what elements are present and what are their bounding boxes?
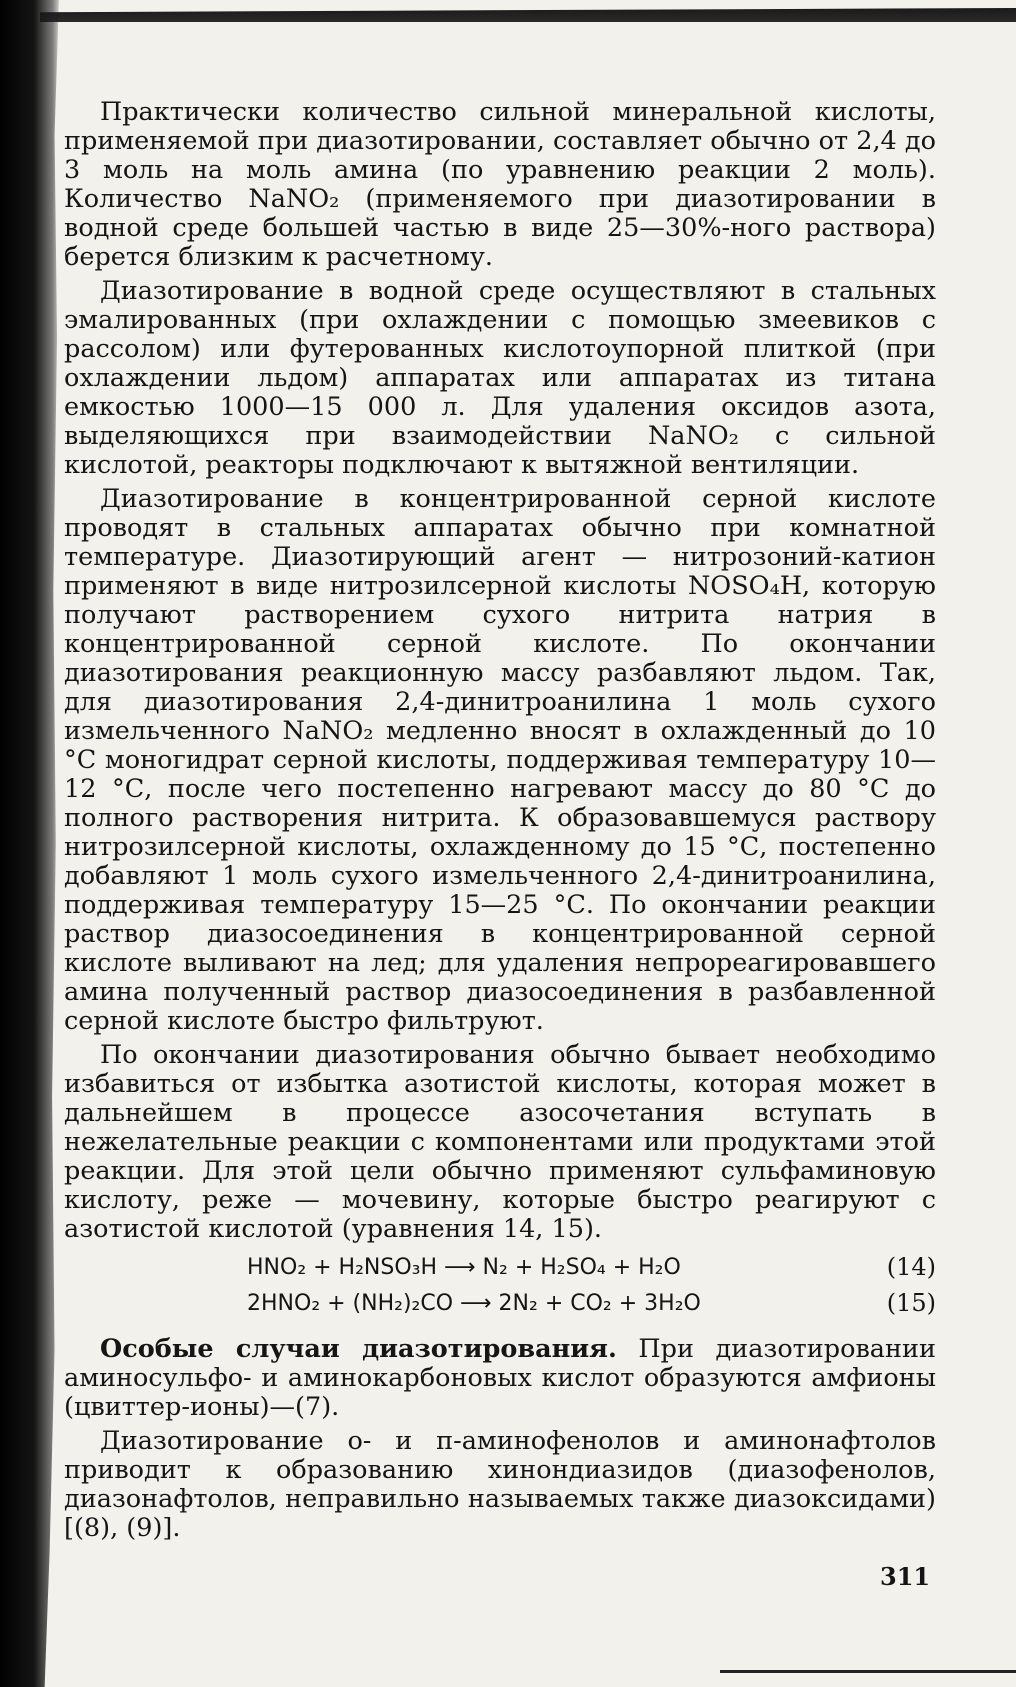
section-heading: Особые случаи диазотирования. [100, 1334, 617, 1364]
equation-number: (15) [886, 1288, 936, 1317]
paragraph: Практически количество сильной минеральной кислоты, применяемой при диазотировании, составляет обычно от 2,4 до 3 моль на моль амина (по уравнению реакции 2 моль). Количество NaNO₂ (применяемого при диазотировании в водной среде большей частью в виде 25—30%-ного раствора) берется близким к расчетному. [64, 97, 936, 272]
equation-formula: HNO₂ + H₂NSO₃H ⟶ N₂ + H₂SO₄ + H₂O [247, 1254, 681, 1280]
page-number: 311 [880, 1562, 931, 1591]
special-cases-paragraph [64, 1335, 936, 1422]
scan-edge-bottom [720, 1670, 1016, 1673]
paragraph: По окончании диазотирования обычно бывает необходимо избавиться от избытка азотистой кислоты, которая может в дальнейшем в процессе азосочетания вступать в нежелательные реакции с компонентами или продуктами этой реакции. Для этой цели обычно применяют сульфаминовую кислоту, реже — мочевину, которые быстро реагируют с азотистой кислотой (уравнения 14, 15). [64, 1040, 936, 1244]
paragraph: Диазотирование о- и п-аминофенолов и аминонафтолов приводит к образованию хинондиазидов (диазофенолов, диазонафтолов, неправильно называемых также диазоксидами) [(8), (9)]. [64, 1426, 936, 1543]
equation-14 [64, 1249, 936, 1285]
equation-number: (14) [886, 1252, 936, 1281]
scan-edge-left [0, 0, 62, 1687]
paragraph: Диазотирование в водной среде осуществляют в стальных эмалированных (при охлаждении с помощью змеевиков с рассолом) или футерованных кислотоупорной плиткой (при охлаждении льдом) аппаратах или аппаратах из титана емкостью 1000—15 000 л. Для удаления оксидов азота, выделяющихся при взаимодействии NaNO₂ с сильной кислотой, реакторы подключают к вытяжной вентиляции. [64, 276, 936, 480]
paragraph: Диазотирование в концентрированной серной кислоте проводят в стальных аппаратах обычно при комнатной температуре. Диазотирующий агент — нитрозоний-катион применяют в виде нитрозилсерной кислоты NOSO₄H, которую получают растворением сухого нитрита натрия в концентрированной серной кислоте. По окончании диазотирования реакционную массу разбавляют льдом. Так, для диазотирования 2,4-динитроанилина 1 моль сухого измельченного NaNO₂ медленно вносят в охлажденный до 10 °С моногидрат серной кислоты, поддерживая температуру 10—12 °С, после чего постепенно нагревают массу до 80 °С до полного растворения нитрита. К образовавшемуся раствору нитрозилсерной кислоты, охлажденному до 15 °С, постепенно добавляют 1 моль сухого измельченного 2,4-динитроанилина, поддерживая температуру 15—25 °С. По окончании реакции раствор диазосоединения в концентрированной серной кислоте выливают на лед; для удаления непрореагировавшего амина полученный раствор диазосоединения в разбавленной серной кислоте быстро фильтруют. [64, 484, 936, 1036]
special-cases-text: При диазотировании аминосульфо- и аминокарбоновых кислот образуются амфионы (цвиттер-ионы)—(7). [64, 1334, 936, 1422]
equation-15 [64, 1285, 936, 1321]
scan-edge-top [40, 8, 1016, 22]
page-body [64, 98, 936, 1548]
equation-formula: 2HNO₂ + (NH₂)₂CO ⟶ 2N₂ + CO₂ + 3H₂O [247, 1290, 701, 1316]
